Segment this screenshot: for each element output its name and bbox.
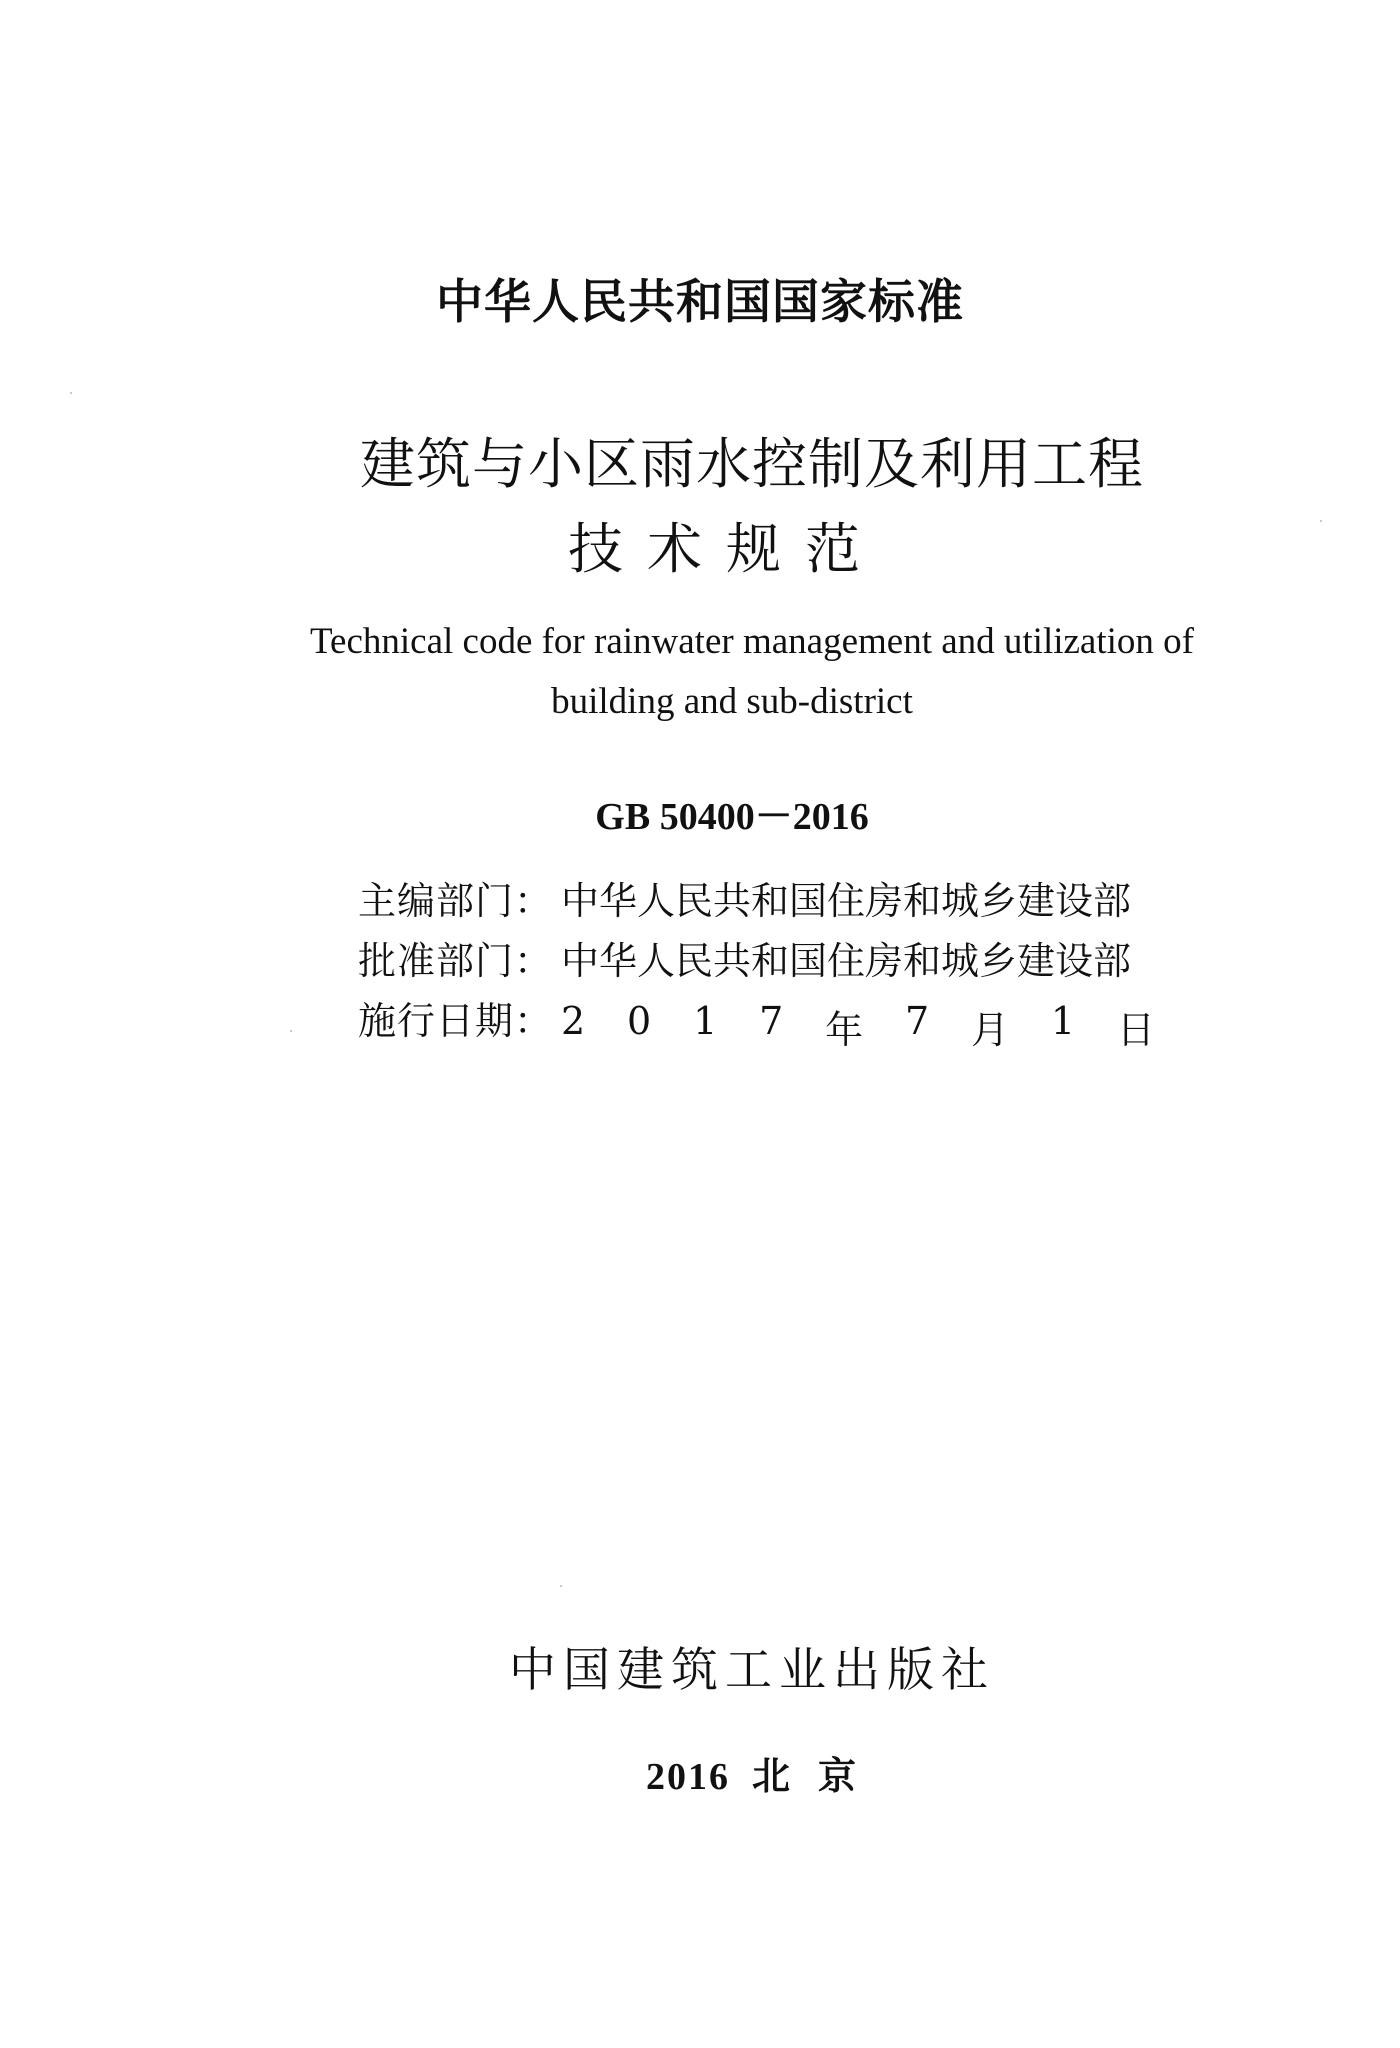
document-title-line-2: 技术规范 [567,517,884,581]
effective-date-part: 1 [1050,999,1076,1043]
effective-date-part: 0 [627,999,652,1043]
publisher-name: 中国建筑工业出版社 [509,1643,995,1698]
imprint-line [65,1745,1400,1800]
effective-date-part: 2 [561,999,586,1043]
effective-date-part: 1 [693,999,718,1043]
effective-date-row [358,990,1258,1054]
editor-department-value: 中华人民共和国住房和城乡建设部 [561,879,1132,923]
english-title-line-1: Technical code for rainwater management and utilization of [310,621,1194,662]
effective-date-part: 7 [905,999,930,1043]
english-title-line-2: building and sub-district [551,681,913,722]
approver-department-value: 中华人民共和国住房和城乡建设部 [561,939,1132,983]
imprint-city: 北京 [751,1754,884,1798]
effective-date-part: 7 [759,999,784,1043]
document-title-line-1: 建筑与小区雨水控制及利用工程 [359,432,1144,496]
standard-series-heading: 中华人民共和国国家标准 [436,275,964,330]
scan-speck [1320,520,1322,522]
effective-date-part: 日 [1116,1008,1155,1052]
effective-date-value [561,999,1155,1054]
imprint-year: 2016 [645,1756,730,1798]
effective-date-part: 月 [971,1008,1010,1052]
approver-department-label: 批准部门： [358,939,554,983]
standard-code: GB 50400－2016 [595,796,869,838]
approver-department-row [358,930,1258,985]
effective-date-label: 施行日期： [358,999,554,1043]
effective-date-part: 年 [825,1008,864,1052]
editor-department-label: 主编部门： [358,879,554,923]
scan-speck [290,1030,292,1032]
editor-department-row [358,870,1258,925]
scan-speck [70,392,72,394]
scan-speck [560,1585,562,1587]
